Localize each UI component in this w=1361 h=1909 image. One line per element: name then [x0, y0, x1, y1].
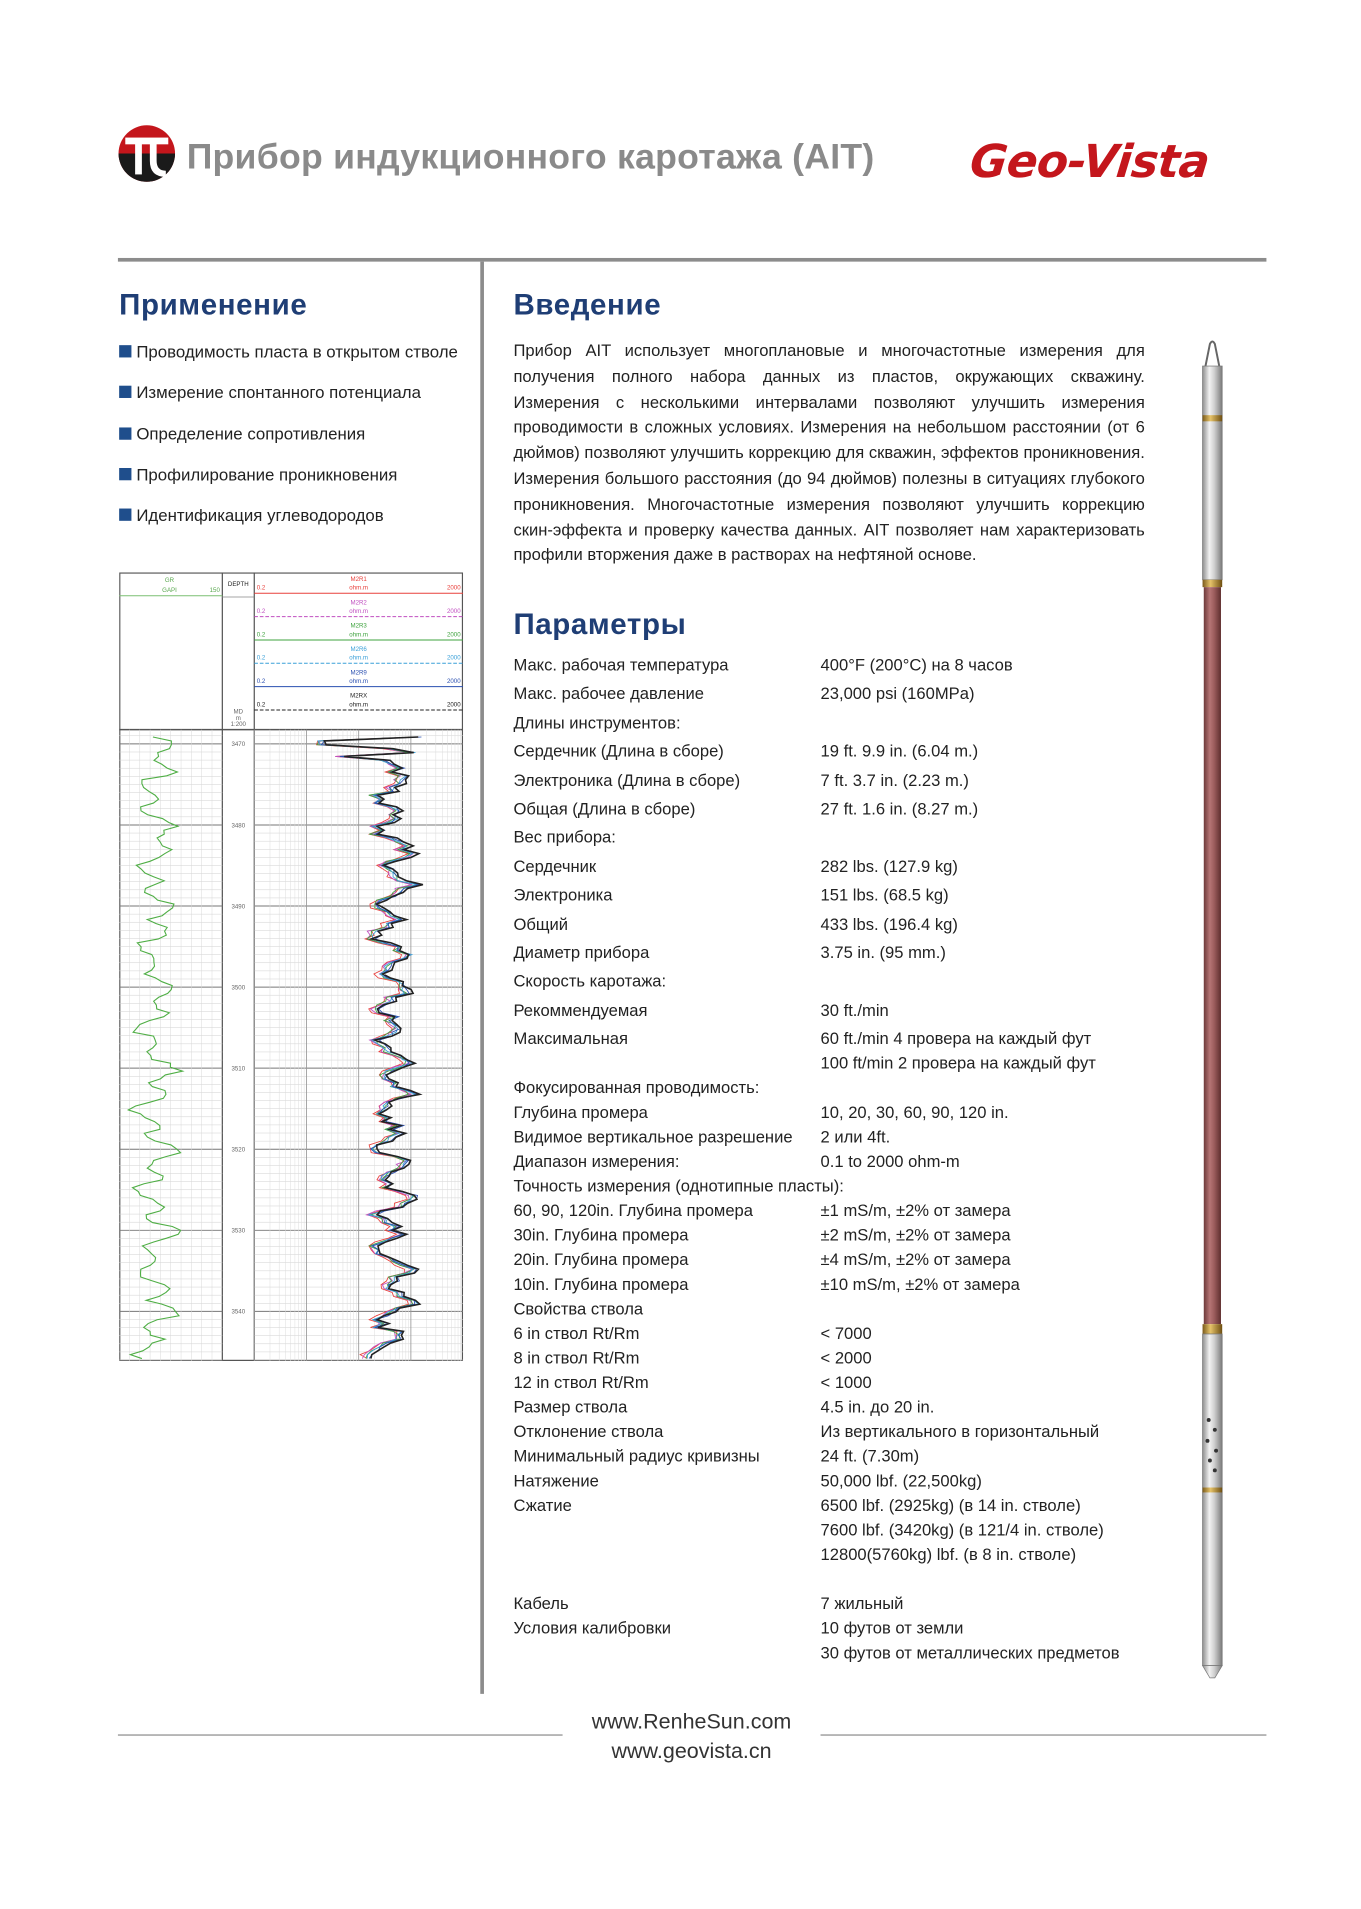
param-row — [513, 826, 1152, 851]
param-value: 2 или 4ft. — [820, 1127, 891, 1147]
param-value: 10 футов от земли — [820, 1619, 964, 1638]
param-value: 12800(5760kg) lbf. (в 8 in. стволе) — [820, 1545, 1077, 1564]
website-link-geovista[interactable]: www.geovista.cn — [611, 1738, 772, 1763]
list-item: Профилирование проникновения — [119, 464, 475, 505]
curve-max-label: 2000 — [446, 607, 461, 615]
depth-tick-label: 3490 — [231, 903, 246, 911]
param-row — [513, 1469, 1152, 1494]
param-row — [513, 653, 1152, 678]
curve-unit-label: ohm.m — [349, 677, 369, 685]
bullet-icon — [119, 427, 131, 439]
curve-min-label: 0.2 — [256, 584, 266, 592]
application-heading: Применение — [119, 288, 308, 322]
param-label: Максимальная — [513, 1029, 628, 1049]
param-value: 433 lbs. (196.4 kg) — [820, 914, 958, 934]
param-row — [513, 1076, 1152, 1101]
curve-min-label: 0.2 — [256, 631, 266, 639]
param-row — [513, 855, 1152, 880]
param-label: Сердечник (Длина в сборе) — [513, 742, 724, 761]
param-row — [513, 682, 1152, 707]
param-row — [513, 1445, 1152, 1470]
header-divider — [118, 258, 1266, 262]
curve-name-label: M2R2 — [350, 599, 367, 607]
curve-min-label: 0.2 — [256, 677, 266, 685]
param-label: 20in. Глубина промера — [513, 1250, 689, 1270]
param-label: Отклонение ствола — [513, 1422, 664, 1442]
param-value: < 7000 — [820, 1324, 872, 1343]
curve-min-label: 0.2 — [256, 607, 266, 615]
param-value: ±10 mS/m, ±2% от замера — [820, 1275, 1020, 1294]
param-value: 19 ft. 9.9 in. (6.04 m.) — [820, 742, 979, 761]
param-label: Глубина промера — [513, 1103, 648, 1122]
param-value: 7600 lbf. (3420kg) (в 121/4 in. стволе) — [820, 1520, 1104, 1540]
param-value: 0.1 to 2000 ohm-m — [820, 1152, 960, 1171]
footer-line-left — [118, 1734, 563, 1735]
param-value: 100 ft/min 2 провера на каждый фут — [820, 1054, 1096, 1073]
column-divider — [480, 262, 484, 1694]
param-row — [513, 912, 1152, 937]
curve-unit-label: ohm.m — [349, 654, 369, 662]
param-label: Кабель — [513, 1594, 569, 1614]
param-row — [513, 941, 1152, 966]
param-value: 7 ft. 3.7 in. (2.23 m.) — [820, 770, 969, 790]
param-row — [513, 1224, 1152, 1249]
curve-name-label: M2R3 — [350, 622, 367, 630]
param-row — [513, 1396, 1152, 1421]
tu-logo-icon — [118, 124, 176, 183]
bullet-icon — [119, 468, 131, 480]
param-value: Из вертикального в горизонтальный — [820, 1422, 1100, 1442]
ait-tool-illustration — [1194, 339, 1231, 1680]
intro-paragraph: Прибор AIT использует многоплановые и многочастотные измерения для получения полного набора данных из пластов, окружающих скважину. Измерения с несколькими интервалами позволяют улучшить измерения проводимости в сложных условиях. Измерения на небольшом расстоянии (от 6 дюймов) позволяют улучшить коррекцию для скважин, эффектов проникновения. Измерения большого расстояния (до 94 дюймов) полезны в ситуациях глубокого проникновения. Многочастотные измерения позволяют улучшить коррекцию скин-эффекта и проверку качества данных. AIT позволяет нам характеризовать профили вторжения даже в растворах на нефтяной основе. — [513, 341, 1145, 565]
param-row — [513, 1592, 1152, 1617]
param-row — [513, 1518, 1152, 1543]
depth-label: DEPTH — [227, 580, 249, 588]
param-row — [513, 1052, 1152, 1077]
depth-tick-label: 3510 — [231, 1065, 246, 1073]
param-label: Фокусированная проводимость: — [513, 1078, 760, 1098]
param-label: Скорость каротажа: — [513, 972, 667, 991]
curve-unit-label: ohm.m — [349, 607, 369, 615]
param-value: 4.5 in. до 20 in. — [820, 1398, 935, 1417]
param-value: ±2 mS/m, ±2% от замера — [820, 1226, 1011, 1245]
param-value: 50,000 lbf. (22,500kg) — [820, 1471, 982, 1491]
param-value: 60 ft./min 4 провера на каждый фут — [820, 1029, 1092, 1049]
param-row — [513, 1568, 1152, 1593]
curve-max-label: 2000 — [446, 677, 461, 685]
website-link-renhesun[interactable]: www.RenheSun.com — [591, 1708, 792, 1734]
param-label: Условия калибровки — [513, 1619, 671, 1638]
param-row — [513, 998, 1152, 1023]
param-row — [513, 1175, 1152, 1200]
param-value: 30 футов от металлических предметов — [820, 1643, 1120, 1663]
depth-tick-label: 3520 — [231, 1146, 246, 1154]
footer-line-right — [821, 1734, 1267, 1735]
curve-min-label: 0.2 — [256, 654, 266, 662]
param-label: 12 in ствол Rt/Rm — [513, 1373, 649, 1392]
param-row — [513, 970, 1152, 995]
param-label: Макс. рабочая температура — [513, 655, 729, 675]
param-label: Диаметр прибора — [513, 943, 650, 962]
md-unit-label: m — [235, 714, 241, 722]
param-row — [513, 883, 1152, 908]
depth-tick-label: 3530 — [231, 1227, 246, 1235]
param-label: 10in. Глубина промера — [513, 1275, 689, 1294]
gr-label: GR — [164, 577, 175, 585]
param-label: Сердечник — [513, 857, 597, 876]
md-label: MD — [233, 708, 244, 716]
param-row — [513, 1150, 1152, 1175]
param-label: Минимальный радиус кривизны — [513, 1447, 760, 1466]
param-value: 400°F (200°C) на 8 часов — [820, 655, 1013, 675]
param-value: 10, 20, 30, 60, 90, 120 in. — [820, 1103, 1009, 1122]
gr-max-label: 150 — [209, 587, 220, 595]
param-label: Макс. рабочее давление — [513, 684, 704, 704]
param-row — [513, 1125, 1152, 1150]
list-item: Проводимость пласта в открытом стволе — [119, 341, 475, 382]
param-row — [513, 1322, 1152, 1347]
param-label: 60, 90, 120in. Глубина промера — [513, 1201, 754, 1220]
param-row — [513, 1494, 1152, 1519]
param-row — [513, 1297, 1152, 1322]
param-value: 24 ft. (7.30m) — [820, 1447, 920, 1466]
param-row — [513, 1199, 1152, 1224]
param-label: Видимое вертикальное разрешение — [513, 1127, 793, 1147]
list-item: Измерение спонтанного потенциала — [119, 382, 475, 423]
param-label: Сжатие — [513, 1496, 572, 1515]
curve-name-label: M2R1 — [350, 576, 367, 584]
bullet-icon — [119, 509, 131, 521]
curve-max-label: 2000 — [446, 701, 461, 709]
param-label: Натяжение — [513, 1471, 599, 1491]
curve-max-label: 2000 — [446, 584, 461, 592]
param-row — [513, 1543, 1152, 1568]
curve-name-label: M2R6 — [350, 646, 367, 654]
depth-tick-label: 3500 — [231, 984, 246, 992]
gr-unit-label: GAPI — [162, 587, 177, 595]
param-label: Общий — [513, 914, 569, 934]
curve-unit-label: ohm.m — [349, 584, 369, 592]
param-label: Электроника — [513, 885, 613, 905]
param-row — [513, 711, 1152, 736]
application-list — [119, 341, 475, 545]
param-row — [513, 1420, 1152, 1445]
param-row — [513, 1248, 1152, 1273]
param-label: Рекоммендуемая — [513, 1000, 648, 1020]
param-label: 8 in ствол Rt/Rm — [513, 1348, 640, 1368]
well-log-chart — [119, 572, 463, 1361]
md-scale-label: 1:200 — [230, 720, 246, 728]
param-label: Точность измерения (однотипные пласты): — [513, 1176, 844, 1196]
param-label: Свойства ствола — [513, 1299, 644, 1319]
bullet-icon — [119, 345, 131, 357]
curve-max-label: 2000 — [446, 654, 461, 662]
param-label: Диапазон измерения: — [513, 1152, 680, 1171]
param-row — [513, 768, 1152, 793]
param-row — [513, 1273, 1152, 1298]
param-label: Вес прибора: — [513, 828, 616, 847]
param-value: < 2000 — [820, 1348, 872, 1368]
page-title: Прибор индукционного каротажа (AIT) — [186, 137, 875, 177]
bullet-icon — [119, 386, 131, 398]
curve-name-label: M2R9 — [350, 669, 367, 677]
depth-tick-label: 3540 — [231, 1308, 246, 1316]
param-value: 7 жильный — [820, 1594, 904, 1614]
param-row — [513, 1101, 1152, 1126]
param-value: ±4 mS/m, ±2% от замера — [820, 1250, 1011, 1270]
curve-unit-label: ohm.m — [349, 631, 369, 639]
list-item: Определение сопротивления — [119, 423, 475, 464]
param-value: 27 ft. 1.6 in. (8.27 m.) — [820, 799, 979, 819]
curve-name-label: M2RX — [350, 692, 368, 700]
param-row — [513, 1027, 1152, 1052]
param-row — [513, 740, 1152, 765]
depth-tick-label: 3480 — [231, 822, 246, 830]
curve-unit-label: ohm.m — [349, 701, 369, 709]
param-label: 30in. Глубина промера — [513, 1226, 689, 1245]
param-row — [513, 1346, 1152, 1371]
param-value: ±1 mS/m, ±2% от замера — [820, 1201, 1011, 1220]
intro-heading: Введение — [513, 288, 662, 322]
param-label: Размер ствола — [513, 1398, 628, 1417]
depth-tick-label: 3470 — [231, 741, 246, 749]
param-value: 282 lbs. (127.9 kg) — [820, 857, 958, 876]
param-row — [513, 1617, 1152, 1642]
param-value: < 1000 — [820, 1373, 872, 1392]
param-value: 23,000 psi (160MPa) — [820, 684, 975, 704]
param-value: 6500 lbf. (2925kg) (в 14 in. стволе) — [820, 1496, 1081, 1515]
param-label: 6 in ствол Rt/Rm — [513, 1324, 640, 1343]
param-label: Электроника (Длина в сборе) — [513, 770, 741, 790]
curve-max-label: 2000 — [446, 631, 461, 639]
param-value: 3.75 in. (95 mm.) — [820, 943, 946, 962]
param-row — [513, 797, 1152, 822]
param-label: Общая (Длина в сборе) — [513, 799, 696, 819]
geo-vista-brand-logo: Geo-Vista — [967, 135, 1212, 188]
curve-min-label: 0.2 — [256, 701, 266, 709]
param-row — [513, 1641, 1152, 1666]
list-item: Идентификация углеводородов — [119, 505, 475, 546]
param-value: 30 ft./min — [820, 1000, 889, 1020]
param-value: 151 lbs. (68.5 kg) — [820, 885, 949, 905]
param-label: Длины инструментов: — [513, 713, 681, 732]
param-row — [513, 1371, 1152, 1396]
params-heading: Параметры — [513, 608, 687, 642]
